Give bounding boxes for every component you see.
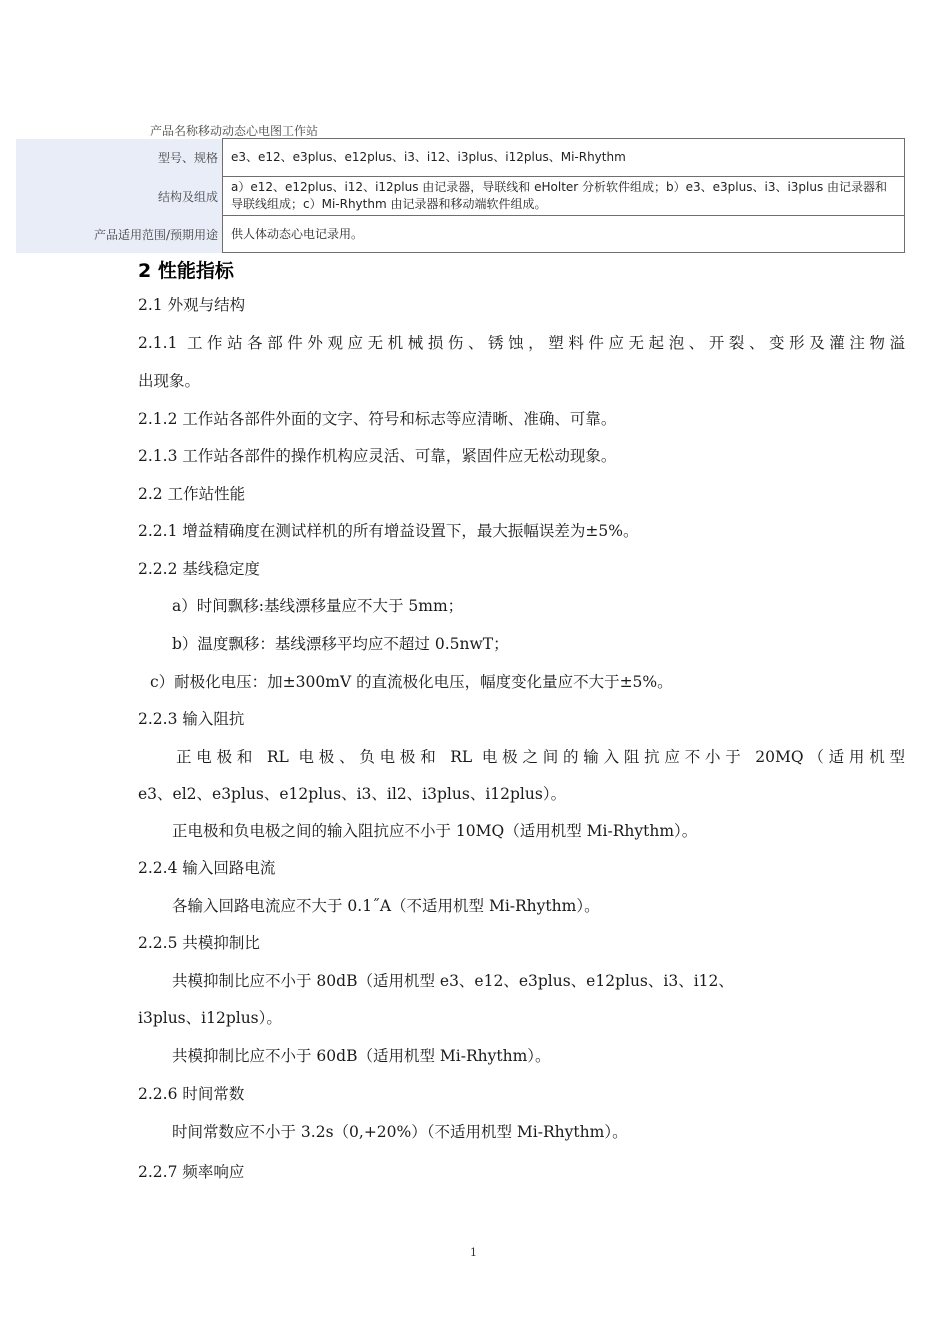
para-2-1-3: 2.1.3 工作站各部件的操作机构应灵活、可靠，紧固件应无松动现象。 — [138, 447, 617, 465]
heading-2-1: 2.1 外观与结构 — [138, 296, 246, 314]
para-2-1-1: 2.1.1 工作站各部件外观应无机械损伤、锈蚀，塑料件应无起泡、开裂、变形及灌注物溢 — [138, 334, 905, 352]
para-2-2-3-a: 正电极和 RL 电极、负电极和 RL 电极之间的输入阻抗应不小于 20MQ（适用机型 — [176, 748, 905, 766]
item-a-time-drift: a）时间飘移:基线漂移量应不大于 5mm； — [172, 597, 464, 615]
table-row — [16, 177, 905, 216]
row-label-model: 型号、规格 — [16, 139, 223, 177]
para-2-2-4: 各输入回路电流应不大于 0.1˝A（不适用机型 Mi-Rhythm）。 — [172, 897, 600, 915]
row-label-intended-use: 产品适用范围/预期用途 — [16, 216, 223, 253]
page-number: 1 — [470, 1246, 477, 1259]
heading-2-2-6: 2.2.6 时间常数 — [138, 1085, 245, 1103]
section-title: 2 性能指标 — [138, 260, 234, 282]
item-b-temp-drift: b）温度飘移：基线漂移平均应不超过 0.5nwT； — [172, 635, 509, 653]
heading-2-2-5: 2.2.5 共模抑制比 — [138, 934, 260, 952]
product-name-header: 产品名称移动动态心电图工作站 — [150, 124, 319, 138]
table-row — [16, 216, 905, 253]
para-2-2-3-b: 正电极和负电极之间的输入阻抗应不小于 10MQ（适用机型 Mi-Rhythm）。 — [172, 822, 698, 840]
para-2-2-5-a: 共模抑制比应不小于 80dB（适用机型 e3、e12、e3plus、e12plus、i3、i12、 — [172, 972, 734, 990]
item-c-polarization: c）耐极化电压：加±300mV 的直流极化电压，幅度变化量应不大于±5%。 — [150, 673, 673, 691]
row-value-model: e3、e12、e3plus、e12plus、i3、i12、i3plus、i12plus、Mi-Rhythm — [223, 139, 905, 177]
para-2-1-2: 2.1.2 工作站各部件外面的文字、符号和标志等应清晰、准确、可靠。 — [138, 410, 617, 428]
heading-2-2-2: 2.2.2 基线稳定度 — [138, 560, 260, 578]
para-2-2-5-a-cont: i3plus、i12plus）。 — [138, 1009, 282, 1027]
para-2-2-3-a-cont: e3、el2、e3plus、e12plus、i3、il2、i3plus、i12plus）。 — [138, 785, 567, 803]
para-2-1-1-cont: 出现象。 — [138, 372, 201, 390]
para-2-2-6: 时间常数应不小于 3.2s（0,+20%）（不适用机型 Mi-Rhythm）。 — [172, 1123, 628, 1141]
heading-2-2-7: 2.2.7 频率响应 — [138, 1163, 245, 1181]
row-label-structure: 结构及组成 — [16, 177, 223, 216]
heading-2-2-4: 2.2.4 输入回路电流 — [138, 859, 276, 877]
table-row — [16, 139, 905, 177]
para-2-2-1: 2.2.1 增益精确度在测试样机的所有增益设置下，最大振幅误差为±5%。 — [138, 522, 639, 540]
heading-2-2-3: 2.2.3 输入阻抗 — [138, 710, 245, 728]
para-2-2-5-b: 共模抑制比应不小于 60dB（适用机型 Mi-Rhythm）。 — [172, 1047, 551, 1065]
row-value-intended-use: 供人体动态心电记录用。 — [223, 216, 905, 253]
heading-2-2: 2.2 工作站性能 — [138, 485, 246, 503]
product-info-table — [16, 138, 905, 253]
row-value-structure: a）e12、e12plus、i12、i12plus 由记录器，导联线和 eHolter 分析软件组成；b）e3、e3plus、i3、i3plus 由记录器和导联线组成；c）Mi-Rhythm 由记录器和移动端软件组成。 — [223, 177, 905, 216]
